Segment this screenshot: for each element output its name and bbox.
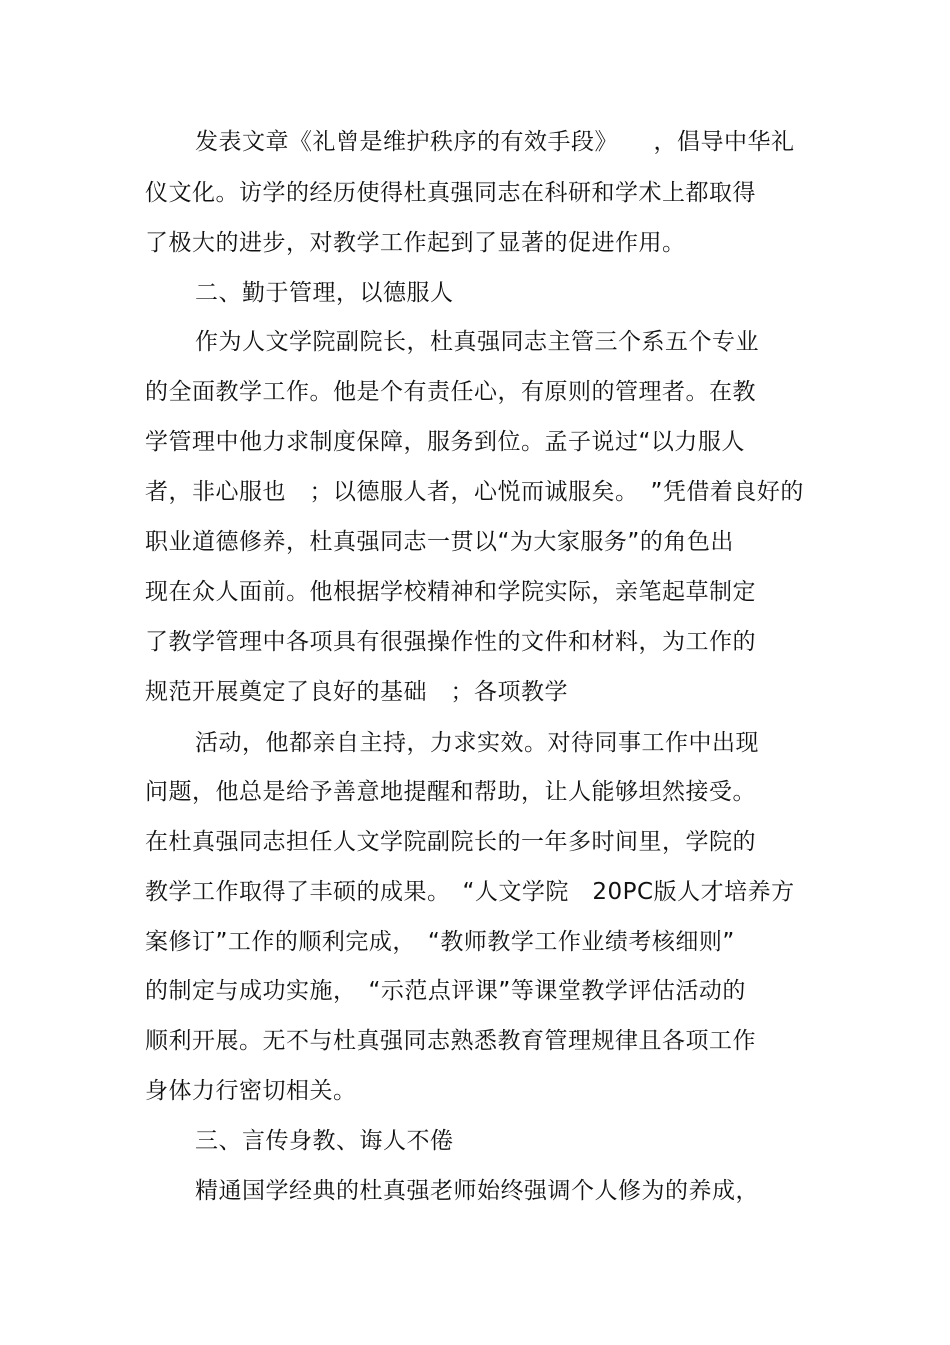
paragraph-line: 学管理中他力求制度保障，服务到位。孟子说过“以力服人 bbox=[145, 429, 745, 455]
paragraph-line: 身体力行密切相关。 bbox=[145, 1078, 357, 1104]
paragraph-line: 的制定与成功实施， “示范点评课”等课堂教学评估活动的 bbox=[145, 978, 746, 1004]
paragraph-line: 精通国学经典的杜真强老师始终强调个人修为的养成， bbox=[195, 1178, 759, 1204]
section-heading: 二、勤于管理，以德服人 bbox=[195, 280, 454, 306]
paragraph-line: 顺利开展。无不与杜真强同志熟悉教育管理规律且各项工作 bbox=[145, 1028, 756, 1054]
paragraph-line: 现在众人面前。他根据学校精神和学院实际，亲笔起草制定 bbox=[145, 579, 756, 605]
paragraph-line: 了教学管理中各项具有很强操作性的文件和材料，为工作的 bbox=[145, 629, 756, 655]
paragraph-line: 在杜真强同志担任人文学院副院长的一年多时间里，学院的 bbox=[145, 829, 756, 855]
section-heading: 三、言传身教、诲人不倦 bbox=[195, 1128, 454, 1154]
paragraph-line: 问题，他总是给予善意地提醒和帮助，让人能够坦然接受。 bbox=[145, 779, 756, 805]
paragraph-line: 职业道德修养，杜真强同志一贯以“为大家服务”的角色出 bbox=[145, 529, 734, 555]
paragraph-line: 了极大的进步，对教学工作起到了显著的促进作用。 bbox=[145, 230, 686, 256]
paragraph-line: 作为人文学院副院长，杜真强同志主管三个系五个专业 bbox=[195, 329, 759, 355]
paragraph-line: 活动，他都亲自主持，力求实效。对待同事工作中出现 bbox=[195, 730, 759, 756]
paragraph-line: 的全面教学工作。他是个有责任心，有原则的管理者。在教 bbox=[145, 379, 756, 405]
paragraph-line: 者，非心服也 ；以德服人者，心悦而诚服矣。 ”凭借着良好的 bbox=[145, 479, 804, 505]
paragraph-line: 发表文章《礼曾是维护秩序的有效手段》 ，倡导中华礼 bbox=[195, 129, 795, 155]
paragraph-line: 规范开展奠定了良好的基础 ；各项教学 bbox=[145, 679, 568, 705]
paragraph-line: 教学工作取得了丰硕的成果。 “人文学院 20PC版人才培养方 bbox=[145, 879, 795, 905]
paragraph-line: 案修订”工作的顺利完成， “教师教学工作业绩考核细则” bbox=[145, 929, 735, 955]
paragraph-line: 仪文化。访学的经历使得杜真强同志在科研和学术上都取得 bbox=[145, 180, 756, 206]
